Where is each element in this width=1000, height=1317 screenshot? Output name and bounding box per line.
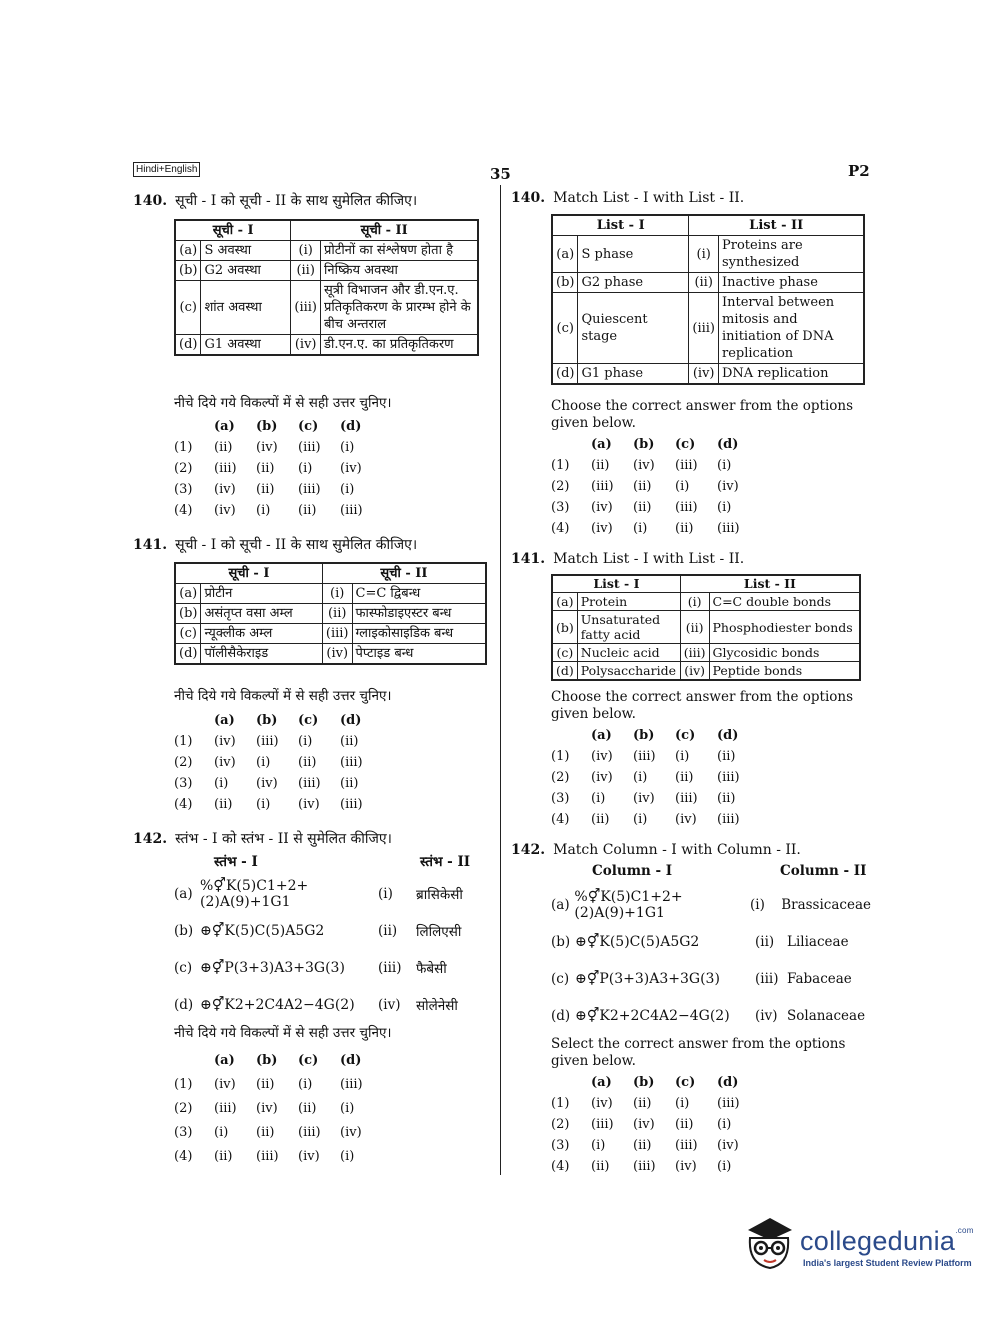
option-row[interactable]: (3) (iv) (ii) (iii) (i) bbox=[174, 482, 355, 497]
q140-en-heading bbox=[511, 190, 744, 206]
row-match: निष्क्रिय अवस्था bbox=[321, 261, 479, 281]
col2-header: List - II bbox=[680, 575, 860, 593]
col2-header: सूची - II bbox=[291, 220, 478, 241]
table-row: (c) Nucleic acid (iii) Glycosidic bonds bbox=[552, 644, 860, 662]
col1-header: List - I bbox=[552, 575, 680, 593]
table-row: (b) ⊕⚥K(5)C(5)A5G2 (ii) Liliaceae bbox=[551, 933, 849, 950]
column-divider bbox=[500, 185, 501, 1175]
collegedunia-mascot-icon bbox=[742, 1212, 798, 1274]
table-row: (c) न्यूक्लीक अम्ल (iii) ग्लाइकोसाइडिक बन्ध bbox=[175, 624, 486, 644]
col1-header: स्तंभ - I bbox=[214, 854, 258, 870]
floral-formula: ⊕⚥K2+2C4A2−4G(2) bbox=[575, 1007, 730, 1024]
table-row bbox=[175, 241, 478, 261]
q140-hi-table bbox=[174, 219, 479, 356]
table-row: (c) Quiescent stage (iii) Interval between mitosis and initiation of DNA replication bbox=[552, 293, 864, 364]
q140-en-table bbox=[551, 214, 865, 385]
question-text: Match List - I with List - II. bbox=[553, 190, 745, 206]
option-row[interactable]: (4) (ii) (i) (iv) (iii) bbox=[551, 812, 740, 827]
row-item: S अवस्था bbox=[201, 241, 291, 261]
q141-en-options: (a) (b) (c) (d) (1) (iv) (iii) (i) (ii) (2) (iv) (i) (ii) (iii) (3) (i) (iv) (iii) (ii) (4) (ii) (i) (iv) (iii) bbox=[551, 725, 759, 830]
question-number: 142. bbox=[133, 831, 168, 847]
option-row[interactable]: (4) (iv) (i) (ii) (iii) bbox=[174, 503, 363, 518]
q141-hi-heading bbox=[133, 535, 417, 554]
logo-tagline: India's largest Student Review Platform bbox=[803, 1258, 972, 1268]
opt-header: (a) bbox=[214, 419, 235, 434]
option-row[interactable]: (2) (iii) (ii) (i) (iv) bbox=[551, 479, 739, 494]
table-row bbox=[175, 335, 478, 356]
table-row: (a) %⚥K(5)C1+2+(2)A(9)+1G1 (i) ब्रासिकेसी bbox=[174, 877, 463, 910]
option-row[interactable]: (1) (iv) (ii) (i) (iii) bbox=[551, 1096, 740, 1111]
opt-header: (b) bbox=[256, 419, 278, 434]
table-row: (a) %⚥K(5)C1+2+(2)A(9)+1G1 (i) Brassicaceae bbox=[551, 888, 871, 921]
q141-en-instruction: Choose the correct answer from the options given below. bbox=[551, 689, 854, 722]
question-number: 141. bbox=[133, 537, 168, 553]
option-row[interactable]: (4) (ii) (i) (iv) (iii) bbox=[174, 797, 363, 812]
row-key: (c) bbox=[175, 281, 201, 335]
question-text: सूची - I को सूची - II के साथ सुमेलित कीजिए। bbox=[175, 537, 418, 553]
table-row: (d) ⊕⚥K2+2C4A2−4G(2) (iv) Solanaceae bbox=[551, 1007, 866, 1024]
floral-formula: ⊕⚥K2+2C4A2−4G(2) bbox=[200, 996, 355, 1013]
row-match: प्रोटीनों का संश्लेषण होता है bbox=[321, 241, 479, 261]
question-text: Match List - I with List - II. bbox=[553, 551, 745, 567]
option-row[interactable]: (1) (iv) (iii) (i) (ii) bbox=[551, 749, 736, 764]
question-number: 140. bbox=[133, 193, 168, 209]
option-row[interactable]: (3) (i) (iv) (iii) (ii) bbox=[174, 776, 359, 791]
option-row[interactable]: (4) (ii) (iii) (iv) (i) bbox=[551, 1159, 732, 1174]
option-row[interactable]: (1) (ii) (iv) (iii) (i) bbox=[174, 440, 355, 455]
q141-hi-options: (a) (b) (c) (d) (1) (iv) (iii) (i) (ii) (2) (iv) (i) (ii) (iii) (3) (i) (iv) (iii) (ii) (4) (ii) (i) (iv) (iii) bbox=[174, 710, 382, 815]
table-row: (d) Polysaccharide (iv) Peptide bonds bbox=[552, 662, 860, 681]
col1-header: सूची - I bbox=[175, 563, 322, 584]
q140-en-options: (a) (b) (c) (d) (1) (ii) (iv) (iii) (i) (2) (iii) (ii) (i) (iv) (3) (iv) (ii) (iii) (i) (4) (iv) (i) (ii) (iii) bbox=[551, 434, 759, 539]
opt-header: (d) bbox=[340, 419, 362, 434]
row-key: (iv) bbox=[291, 335, 321, 356]
option-row[interactable]: (4) (ii) (iii) (iv) (i) bbox=[174, 1148, 355, 1164]
table-row: (b) G2 phase (ii) Inactive phase bbox=[552, 273, 864, 293]
table-row: (c) ⊕⚥P(3+3)A3+3G(3) (iii) Fabaceae bbox=[551, 970, 852, 987]
question-text: सूची - I को सूची - II के साथ सुमेलित कीजिए। bbox=[175, 193, 418, 209]
q142-hi-rows bbox=[174, 875, 474, 1023]
q141-hi-instruction: नीचे दिये गये विकल्पों में से सही उत्तर चुनिए। bbox=[174, 688, 392, 704]
question-number: 140. bbox=[511, 190, 546, 206]
table-row: (b) Unsaturated fatty acid (ii) Phosphodiester bonds bbox=[552, 611, 860, 644]
row-item: शांत अवस्था bbox=[201, 281, 291, 335]
q142-hi-heading bbox=[133, 829, 392, 848]
row-key: (b) bbox=[175, 261, 201, 281]
floral-formula: %⚥K(5)C1+2+(2)A(9)+1G1 bbox=[200, 877, 309, 910]
row-key: (i) bbox=[291, 241, 321, 261]
q140-hi-instruction: नीचे दिये गये विकल्पों में से सही उत्तर चुनिए। bbox=[174, 395, 392, 411]
row-key: (ii) bbox=[291, 261, 321, 281]
col2-header: Column - II bbox=[780, 863, 867, 879]
option-row[interactable]: (2) (iii) (iv) (ii) (i) bbox=[551, 1117, 732, 1132]
floral-formula: ⊕⚥P(3+3)A3+3G(3) bbox=[200, 959, 345, 976]
row-key: (a) bbox=[175, 241, 201, 261]
col2-header: स्तंभ - II bbox=[420, 854, 471, 870]
floral-formula: ⊕⚥P(3+3)A3+3G(3) bbox=[575, 970, 720, 987]
q141-hi-table bbox=[174, 562, 487, 665]
floral-formula: ⊕⚥K(5)C(5)A5G2 bbox=[200, 922, 325, 939]
q141-en-table bbox=[551, 574, 861, 681]
table-row: (a) Protein (i) C=C double bonds bbox=[552, 593, 860, 611]
option-row[interactable]: (2) (iv) (i) (ii) (iii) bbox=[174, 755, 363, 770]
row-match: डी.एन.ए. का प्रतिकृतिकरण bbox=[321, 335, 479, 356]
q141-en-heading bbox=[511, 551, 744, 567]
option-row[interactable]: (1) (ii) (iv) (iii) (i) bbox=[551, 458, 732, 473]
table-row bbox=[175, 261, 478, 281]
q142-hi-options: (a) (b) (c) (d) (1) (iv) (ii) (i) (iii) (2) (iii) (iv) (ii) (i) (3) (i) (ii) (iii) (iv) (4) (ii) (iii) (iv) (i) bbox=[174, 1048, 382, 1168]
option-row[interactable]: (3) (i) (ii) (iii) (iv) bbox=[551, 1138, 739, 1153]
q142-en-options: (a) (b) (c) (d) (1) (iv) (ii) (i) (iii) (2) (iii) (iv) (ii) (i) (3) (i) (ii) (iii) (iv) (4) (ii) (iii) (iv) (i) bbox=[551, 1072, 759, 1177]
option-row[interactable]: (3) (i) (iv) (iii) (ii) bbox=[551, 791, 736, 806]
set-code: P2 bbox=[848, 162, 870, 180]
question-number: 141. bbox=[511, 551, 546, 567]
table-row: (b) असंतृप्त वसा अम्ल (ii) फास्फोडाइएस्टर बन्ध bbox=[175, 604, 486, 624]
table-row: (d) ⊕⚥K2+2C4A2−4G(2) (iv) सोलेनेसी bbox=[174, 996, 458, 1014]
question-text: स्तंभ - I को स्तंभ - II से सुमेलित कीजिए। bbox=[175, 831, 392, 847]
table-row: (a) प्रोटीन (i) C=C द्विबन्ध bbox=[175, 584, 486, 604]
row-key: (d) bbox=[175, 335, 201, 356]
opt-header: (c) bbox=[298, 419, 319, 434]
table-row: (c) ⊕⚥P(3+3)A3+3G(3) (iii) फैबेसी bbox=[174, 959, 447, 977]
row-item: G2 अवस्था bbox=[201, 261, 291, 281]
q140-hi-options bbox=[174, 416, 382, 521]
logo-wordmark[interactable]: collegedunia$^{.com}$ bbox=[800, 1226, 974, 1256]
page-number: 35 bbox=[490, 165, 511, 183]
question-text: Match Column - I with Column - II. bbox=[553, 842, 801, 858]
option-row[interactable]: (3) (iv) (ii) (iii) (i) bbox=[551, 500, 732, 515]
floral-formula: %⚥K(5)C1+2+(2)A(9)+1G1 bbox=[574, 888, 683, 921]
option-row[interactable]: (2) (iii) (ii) (i) (iv) bbox=[174, 461, 362, 476]
option-row[interactable]: (4) (iv) (i) (ii) (iii) bbox=[551, 521, 740, 536]
option-row[interactable]: (3) (i) (ii) (iii) (iv) bbox=[174, 1124, 362, 1140]
floral-formula: ⊕⚥K(5)C(5)A5G2 bbox=[575, 933, 700, 950]
table-row bbox=[175, 281, 478, 335]
col2-header: List - II bbox=[689, 215, 864, 236]
row-match: सूत्री विभाजन और डी.एन.ए. प्रतिकृतिकरण के प्रारम्भ होने के बीच अन्तराल bbox=[321, 281, 479, 335]
col2-header: सूची - II bbox=[322, 563, 486, 584]
question-number: 142. bbox=[511, 842, 546, 858]
q142-hi-instruction: नीचे दिये गये विकल्पों में से सही उत्तर चुनिए। bbox=[174, 1025, 392, 1041]
option-row[interactable]: (1) (iv) (iii) (i) (ii) bbox=[174, 734, 359, 749]
col1-header: List - I bbox=[552, 215, 689, 236]
option-row[interactable]: (2) (iv) (i) (ii) (iii) bbox=[551, 770, 740, 785]
col1-header: Column - I bbox=[592, 863, 673, 879]
language-tag: Hindi+English bbox=[133, 162, 200, 177]
row-key: (iii) bbox=[291, 281, 321, 335]
q142-en-rows bbox=[551, 886, 871, 1034]
table-row: (a) S phase (i) Proteins are synthesized bbox=[552, 236, 864, 273]
table-row: (d) G1 phase (iv) DNA replication bbox=[552, 364, 864, 385]
q140-en-instruction: Choose the correct answer from the options given below. bbox=[551, 398, 854, 431]
table-row: (d) पॉलीसैकेराइड (iv) पेप्टाइड बन्ध bbox=[175, 644, 486, 665]
q142-en-instruction: Select the correct answer from the options given below. bbox=[551, 1036, 846, 1069]
option-row[interactable]: (1) (iv) (ii) (i) (iii) bbox=[174, 1076, 363, 1092]
q142-en-heading bbox=[511, 842, 801, 858]
row-item: G1 अवस्था bbox=[201, 335, 291, 356]
col1-header: सूची - I bbox=[175, 220, 291, 241]
table-row: (b) ⊕⚥K(5)C(5)A5G2 (ii) लिलिएसी bbox=[174, 922, 462, 940]
q140-hi-heading bbox=[133, 191, 417, 210]
option-row[interactable]: (2) (iii) (iv) (ii) (i) bbox=[174, 1100, 355, 1116]
